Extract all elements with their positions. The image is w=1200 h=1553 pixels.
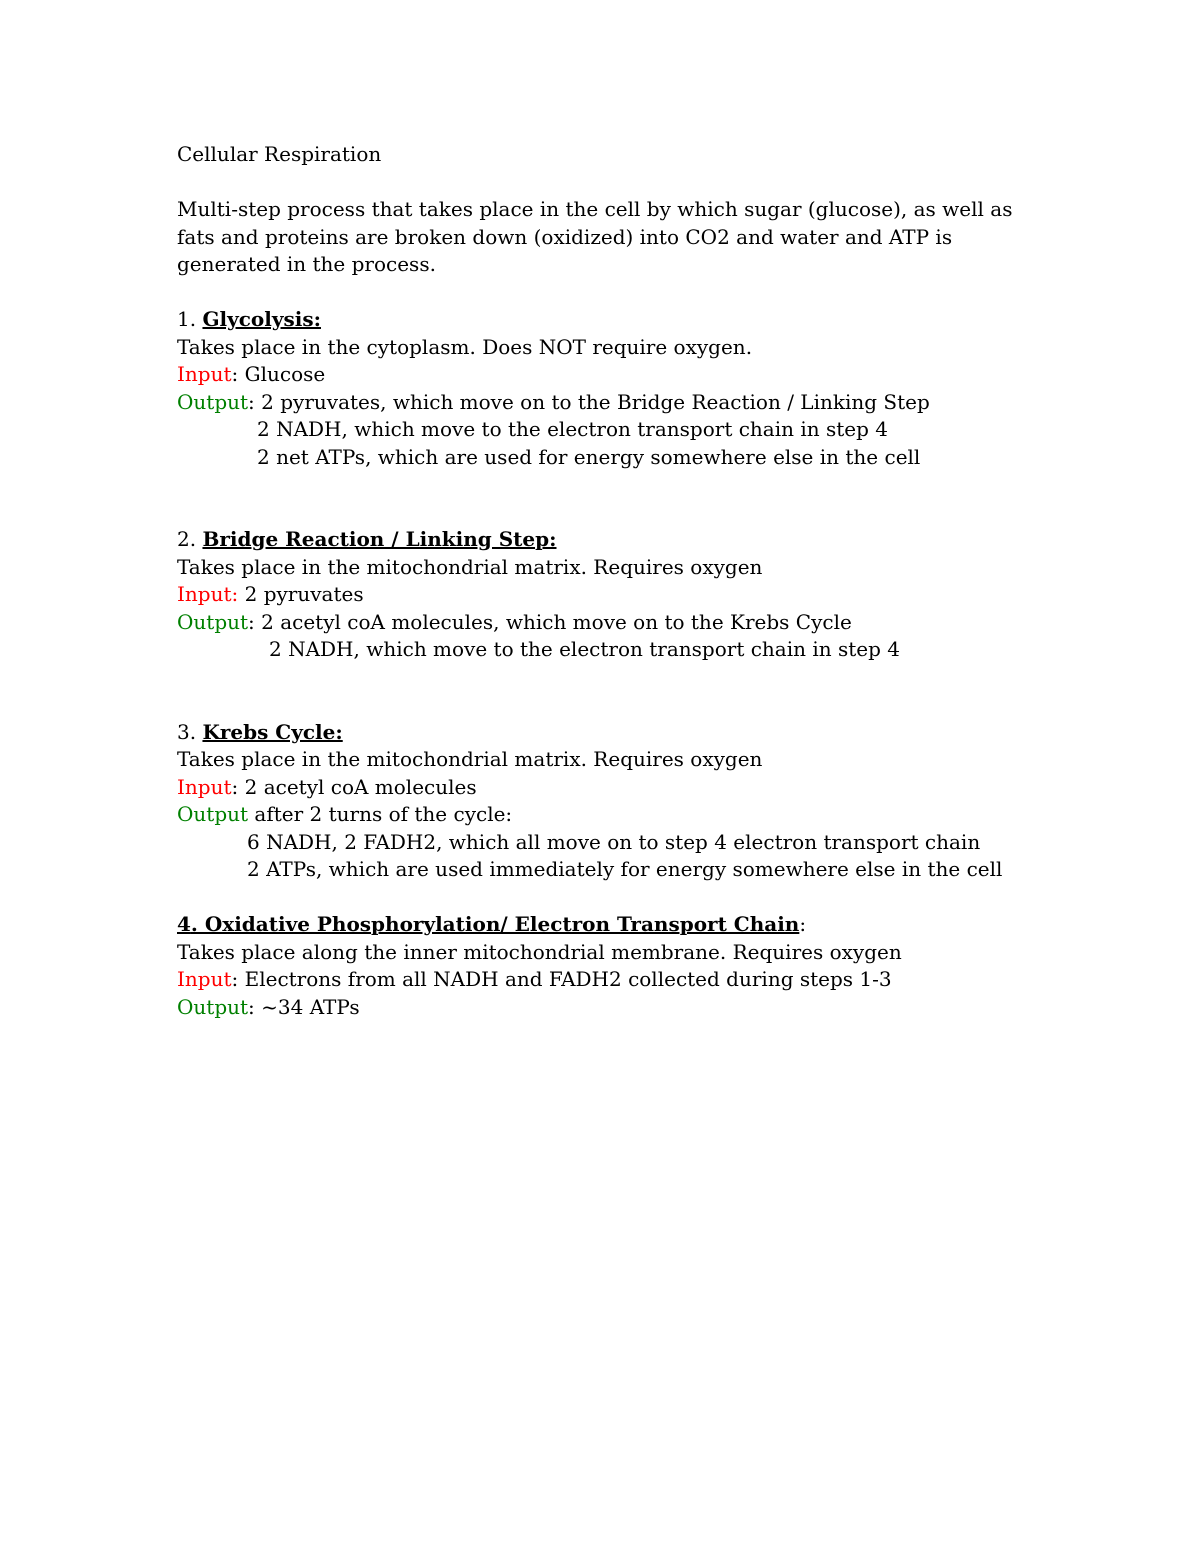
step-location: Takes place in the cytoplasm. Does NOT require oxygen. <box>177 334 753 359</box>
input-line <box>177 581 1017 609</box>
output-line <box>177 389 1017 417</box>
step-number: 3. <box>177 719 203 744</box>
intro-line: fats and proteins are broken down (oxidized) into CO2 and water and ATP is <box>177 224 953 249</box>
step-heading: Bridge Reaction / Linking Step: <box>202 527 557 551</box>
step-number: 2. <box>177 527 203 551</box>
output-continuation: 2 NADH, which move to the electron transport chain in step 4 <box>269 637 901 661</box>
output-continuation: 2 ATPs, which are used immediately for energy somewhere else in the cell <box>247 857 1003 881</box>
input-label: Input: <box>177 582 239 606</box>
step-heading-line <box>177 306 1017 334</box>
input-text: : Electrons from all NADH and FADH2 collected during steps 1-3 <box>231 967 892 991</box>
input-line <box>177 361 1017 389</box>
input-text: : Glucose <box>231 362 326 386</box>
intro-line: generated in the process. <box>177 252 436 276</box>
spacer <box>177 499 1017 527</box>
step-heading: Krebs Cycle: <box>202 719 343 744</box>
step-heading: . Oxidative Phosphorylation/ Electron Transport Chain <box>190 912 800 936</box>
spacer <box>177 691 1017 719</box>
input-text: 2 pyruvates <box>238 582 364 606</box>
output-label: Output <box>177 802 249 826</box>
output-line <box>177 609 1017 637</box>
spacer <box>177 279 1017 307</box>
step-number: 1. <box>177 307 203 331</box>
output-label: Output <box>177 389 249 414</box>
output-text: : ~34 ATPs <box>248 994 360 1019</box>
output-continuation: 2 NADH, which move to the electron transport chain in step 4 <box>257 417 889 441</box>
spacer <box>177 884 1017 912</box>
document-page <box>177 141 1017 1021</box>
output-text: : 2 acetyl coA molecules, which move on to the Krebs Cycle <box>248 609 852 634</box>
step-location: Takes place in the mitochondrial matrix. Requires oxygen <box>177 747 763 771</box>
output-line <box>177 801 1017 829</box>
input-line <box>177 966 1017 994</box>
spacer <box>177 169 1017 197</box>
spacer <box>177 471 1017 499</box>
step-heading-line <box>177 719 1017 747</box>
step-heading: Glycolysis: <box>202 307 321 331</box>
step-heading-tail: : <box>799 912 807 936</box>
output-label: Output <box>177 994 249 1019</box>
input-line <box>177 774 1017 802</box>
step-location: Takes place along the inner mitochondrial membrane. Requires oxygen <box>177 939 902 964</box>
output-continuation: 2 net ATPs, which are used for energy somewhere else in the cell <box>257 444 921 469</box>
output-continuation: 6 NADH, 2 FADH2, which all move on to step 4 electron transport chain <box>247 829 981 854</box>
document-title: Cellular Respiration <box>177 142 382 166</box>
input-label: Input <box>177 967 232 991</box>
output-text: : 2 pyruvates, which move on to the Bridge Reaction / Linking Step <box>248 389 930 414</box>
step-location: Takes place in the mitochondrial matrix. Requires oxygen <box>177 554 763 579</box>
step-heading-line <box>177 911 1017 939</box>
intro-line: Multi-step process that takes place in the cell by which sugar (glucose), as well as <box>177 197 1013 221</box>
input-label: Input <box>177 362 232 386</box>
input-text: : 2 acetyl coA molecules <box>231 774 477 799</box>
output-text: after 2 turns of the cycle: <box>248 802 513 826</box>
output-line <box>177 994 1017 1022</box>
output-label: Output <box>177 609 249 634</box>
spacer <box>177 664 1017 692</box>
step-number: 4 <box>177 912 191 936</box>
input-label: Input <box>177 774 232 799</box>
step-heading-line <box>177 526 1017 554</box>
